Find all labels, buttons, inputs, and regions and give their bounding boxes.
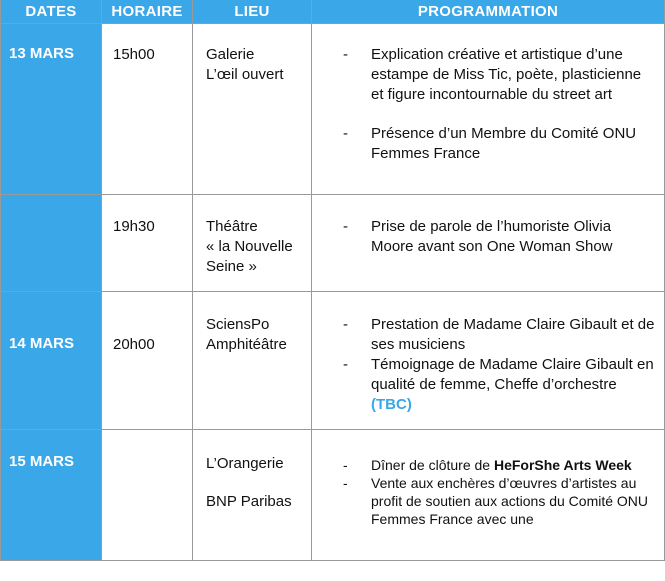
time-cell xyxy=(102,24,193,195)
lieu-line: Amphitéâtre xyxy=(206,336,287,353)
date-cell xyxy=(1,24,102,195)
time-label: 15h00 xyxy=(113,46,155,63)
time-label: 20h00 xyxy=(113,336,155,353)
event-name: HeForShe Arts Week xyxy=(493,457,632,473)
date-cell xyxy=(1,195,102,292)
lieu-cell xyxy=(193,24,312,195)
time-cell xyxy=(102,430,193,561)
list-item xyxy=(312,456,664,474)
item-text: Dîner de clôture de xyxy=(371,457,494,473)
list-item xyxy=(312,355,664,415)
table-row xyxy=(1,430,665,561)
programmation-cell xyxy=(312,430,665,561)
header-lieu: LIEU xyxy=(193,0,312,24)
programmation-cell xyxy=(312,292,665,430)
lieu-line: BNP Paribas xyxy=(206,493,292,510)
date-label: 15 MARS xyxy=(9,453,75,470)
lieu-line: Galerie xyxy=(206,46,255,63)
lieu-line: L’œil ouvert xyxy=(206,66,284,83)
list-item: - Prestation de Madame Claire Gibault et de ses musiciens xyxy=(312,315,664,355)
list-item: - Explication créative et artistique d’une estampe de Miss Tic, poète, plasticienne et figure incontournable du street art xyxy=(312,45,664,105)
header-row xyxy=(1,0,665,24)
lieu-line: Théâtre xyxy=(206,218,258,235)
programmation-cell xyxy=(312,24,665,195)
date-label: 14 MARS xyxy=(9,335,75,352)
table-row xyxy=(1,195,665,292)
table-row xyxy=(1,292,665,430)
list-item: - Vente aux enchères d’œuvres d’artistes au profit de soutien aux actions du Comité ONU Femmes France avec une xyxy=(312,474,664,528)
list-item: - Présence d’un Membre du Comité ONU Femmes France xyxy=(312,124,664,164)
table-row xyxy=(1,24,665,195)
lieu-line: « la Nouvelle xyxy=(206,238,293,255)
lieu-cell xyxy=(193,195,312,292)
header-dates: DATES xyxy=(1,0,102,24)
item-text: Témoignage de Madame Claire Gibault en qualité de femme, Cheffe d’orchestre xyxy=(371,356,654,393)
date-cell xyxy=(1,292,102,430)
lieu-cell xyxy=(193,292,312,430)
list-item: - Prise de parole de l’humoriste Olivia Moore avant son One Woman Show xyxy=(312,217,664,257)
header-programmation: PROGRAMMATION xyxy=(312,0,665,24)
tbc-badge: (TBC) xyxy=(371,396,412,413)
time-cell xyxy=(102,292,193,430)
date-cell xyxy=(1,430,102,561)
lieu-line: SciensPo xyxy=(206,316,270,333)
lieu-line: Seine » xyxy=(206,258,257,275)
lieu-line: L’Orangerie xyxy=(206,455,284,472)
programmation-cell xyxy=(312,195,665,292)
header-horaire: HORAIRE xyxy=(102,0,193,24)
date-label: 13 MARS xyxy=(9,45,75,62)
time-label: 19h30 xyxy=(113,218,155,235)
time-cell xyxy=(102,195,193,292)
lieu-cell xyxy=(193,430,312,561)
